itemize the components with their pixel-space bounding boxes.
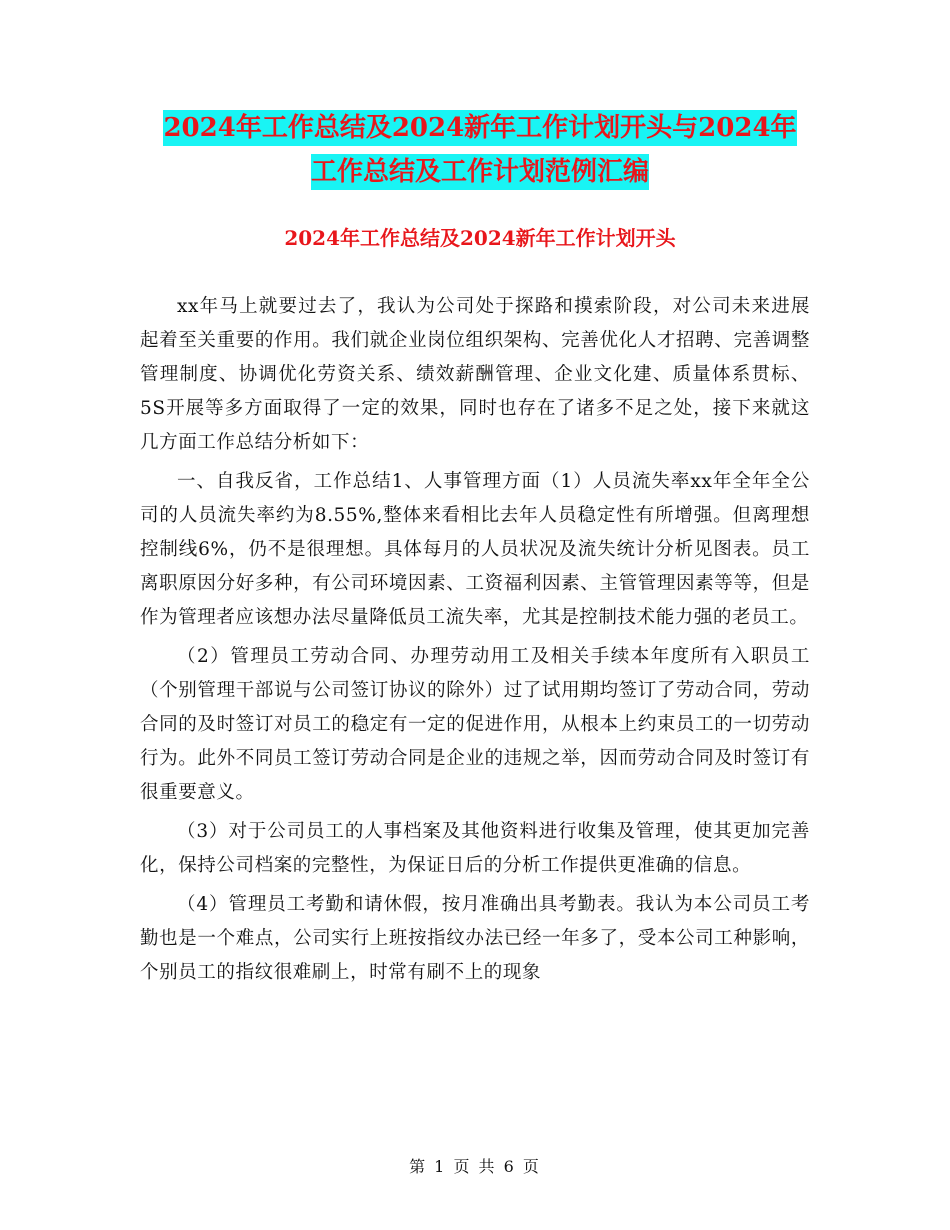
title-line-1: 2024年工作总结及2024新年工作计划开头与2024年 xyxy=(163,110,796,146)
page-number-footer: 第 1 页 共 6 页 xyxy=(409,1157,541,1176)
paragraph: （3）对于公司员工的人事档案及其他资料进行收集及管理，使其更加完善化，保持公司档案的完整性，为保证日后的分析工作提供更准确的信息。 xyxy=(140,821,810,876)
paragraph: xx年马上就要过去了，我认为公司处于探路和摸索阶段，对公司未来进展起着至关重要的作用。我们就企业岗位组织架构、完善优化人才招聘、完善调整管理制度、协调优化劳资关系、绩效薪酬管理、企业文化建、质量体系贯标、5S开展等多方面取得了一定的效果，同时也存在了诸多不足之处，接下来就这几方面工作总结分析如下： xyxy=(140,296,810,453)
title-line-2: 工作总结及工作计划范例汇编 xyxy=(311,154,649,190)
document-body xyxy=(140,290,810,995)
section-title: 2024年工作总结及2024新年工作计划开头 xyxy=(284,226,676,250)
paragraph: （2）管理员工劳动合同、办理劳动用工及相关手续本年度所有入职员工（个别管理干部说与公司签订协议的除外）过了试用期均签订了劳动合同，劳动合同的及时签订对员工的稳定有一定的促进作用，从根本上约束员工的一切劳动行为。此外不同员工签订劳动合同是企业的违规之举，因而劳动合同及时签订有很重要意义。 xyxy=(140,646,810,803)
paragraph: （4）管理员工考勤和请休假，按月准确出具考勤表。我认为本公司员工考勤也是一个难点，公司实行上班按指纹办法已经一年多了，受本公司工种影响，个别员工的指纹很难刷上，时常有刷不上的现象 xyxy=(140,894,810,983)
paragraph: 一、自我反省，工作总结1、人事管理方面（1）人员流失率xx年全年全公司的人员流失率约为8.55%,整体来看相比去年人员稳定性有所增强。但离理想控制线6%，仍不是很理想。具体每月的人员状况及流失统计分析见图表。员工离职原因分好多种，有公司环境因素、工资福利因素、主管管理因素等等，但是作为管理者应该想办法尽量降低员工流失率，尤其是控制技术能力强的老员工。 xyxy=(140,471,810,628)
document-title xyxy=(140,106,820,194)
